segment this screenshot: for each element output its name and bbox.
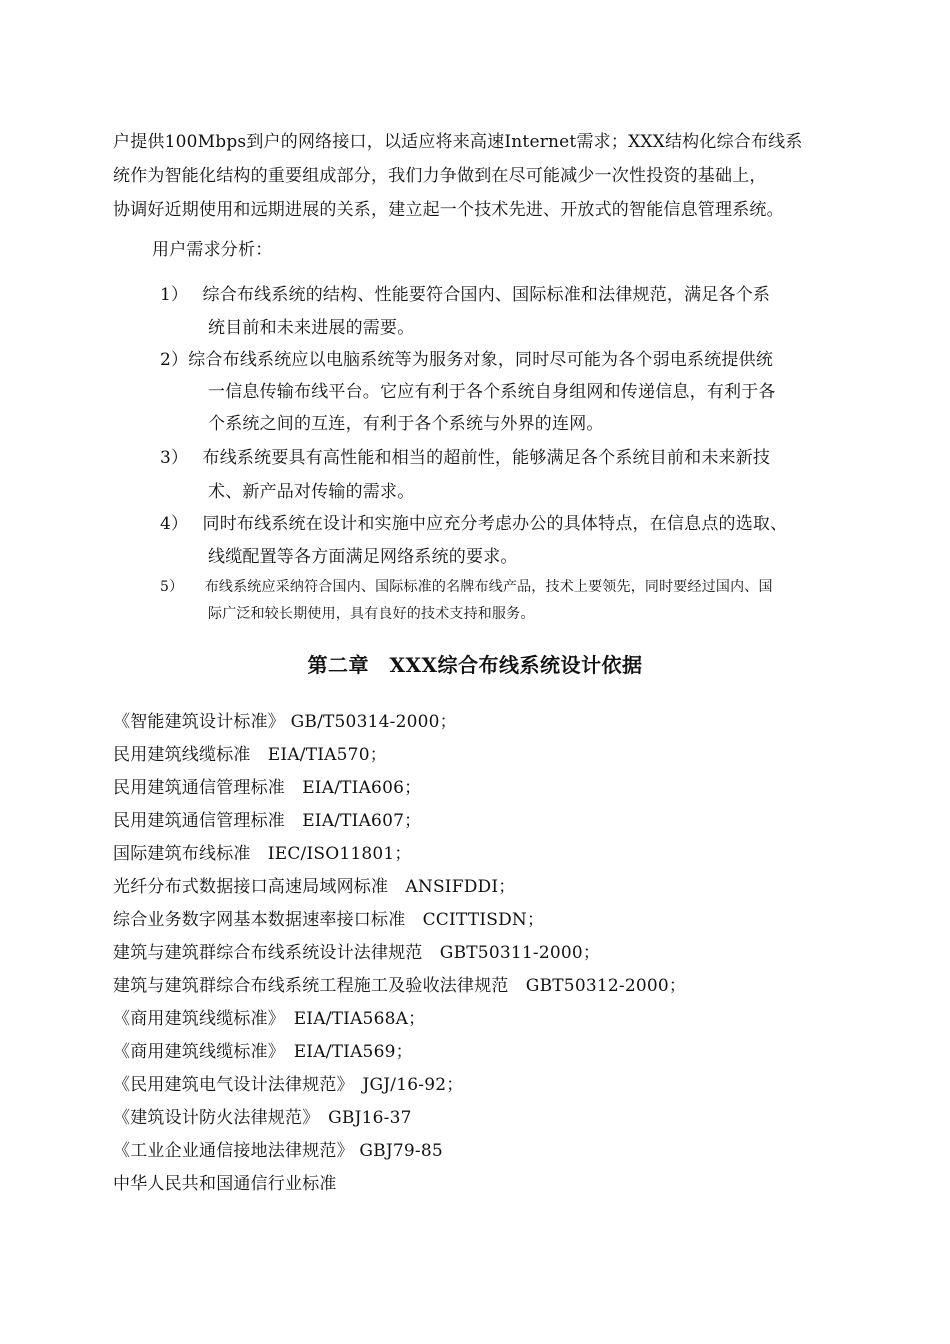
reference-item: 民用建筑通信管理标准 EIA/TIA607； <box>113 811 422 831</box>
reference-item: 《民用建筑电气设计法律规范》 JGJ/16-92； <box>113 1075 464 1095</box>
needs-item-1-cont: 统目前和未来进展的需要。 <box>208 318 415 338</box>
reference-item: 民用建筑线缆标准 EIA/TIA570； <box>113 745 387 765</box>
needs-item-4: 4） 同时布线系统在设计和实施中应充分考虑办公的具体特点，在信息点的选取、 <box>160 514 788 534</box>
needs-item-4-cont: 线缆配置等各方面满足网络系统的要求。 <box>208 547 518 567</box>
needs-item-1: 1） 综合布线系统的结构、性能要符合国内、国际标准和法律规范，满足各个系 <box>160 285 771 305</box>
reference-item: 《智能建筑设计标准》 GB/T50314-2000； <box>113 712 457 732</box>
reference-item: 综合业务数字网基本数据速率接口标准 CCITTISDN； <box>113 910 545 930</box>
intro-line-3: 协调好近期使用和远期进展的关系，建立起一个技术先进、开放式的智能信息管理系统。 <box>113 200 784 220</box>
intro-line-1: 户提供100Mbps到户的网络接口，以适应将来高速Internet需求；XXX结构化综合布线系 <box>113 132 803 152</box>
intro-line-2: 统作为智能化结构的重要组成部分，我们力争做到在尽可能减少一次性投资的基础上， <box>113 166 767 186</box>
reference-item: 《工业企业通信接地法律规范》 GBJ79-85 <box>113 1141 443 1161</box>
needs-item-3-cont: 术、新产品对传输的需求。 <box>208 482 415 502</box>
reference-item: 中华人民共和国通信行业标准 <box>113 1174 337 1194</box>
reference-item: 《商用建筑线缆标准》 EIA/TIA569； <box>113 1042 413 1062</box>
needs-item-5-cont: 际广泛和较长期使用，具有良好的技术支持和服务。 <box>208 606 535 622</box>
needs-item-5: 5） 布线系统应采纳符合国内、国际标准的名牌布线产品，技术上要领先，同时要经过国内、国 <box>160 579 773 595</box>
reference-item: 《建筑设计防火法律规范》 GBJ16-37 <box>113 1108 412 1128</box>
reference-item: 建筑与建筑群综合布线系统工程施工及验收法律规范 GBT50312-2000； <box>113 976 687 996</box>
reference-item: 民用建筑通信管理标准 EIA/TIA606； <box>113 778 422 798</box>
needs-item-2-cont-1: 一信息传输布线平台。它应有利于各个系统自身组网和传递信息，有利于各 <box>208 382 776 402</box>
needs-item-3: 3） 布线系统要具有高性能和相当的超前性，能够满足各个系统目前和未来新技 <box>160 448 771 468</box>
needs-item-2-cont-2: 个系统之间的互连，有利于各个系统与外界的连网。 <box>208 414 604 434</box>
chapter-heading: 第二章 XXX综合布线系统设计依据 <box>307 653 643 677</box>
reference-item: 《商用建筑线缆标准》 EIA/TIA568A； <box>113 1009 426 1029</box>
needs-item-2: 2）综合布线系统应以电脑系统等为服务对象，同时尽可能为各个弱电系统提供统 <box>160 350 774 370</box>
reference-item: 建筑与建筑群综合布线系统设计法律规范 GBT50311-2000； <box>113 943 601 963</box>
reference-item: 国际建筑布线标准 IEC/ISO11801； <box>113 844 412 864</box>
needs-title: 用户需求分析： <box>152 240 273 260</box>
reference-item: 光纤分布式数据接口高速局域网标准 ANSIFDDI； <box>113 877 516 897</box>
